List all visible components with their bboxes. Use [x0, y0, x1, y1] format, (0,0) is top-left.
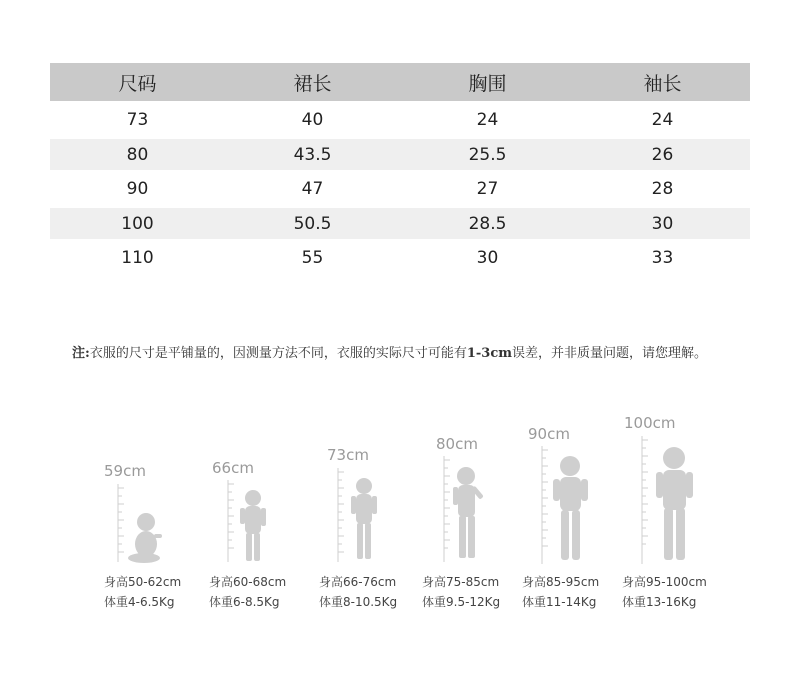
size-table [50, 63, 750, 277]
table-row [50, 101, 750, 139]
figure-height-range: 身高60-68cm [209, 575, 287, 589]
figure-height-range: 身高66-76cm [319, 575, 397, 589]
figure-weight-range: 体重9.5-12Kg [422, 595, 501, 609]
header-chest: 胸围 [468, 72, 507, 95]
table-cell: 73 [126, 110, 149, 130]
table-row [50, 208, 750, 239]
child-waving-silhouette [436, 454, 500, 564]
header-sleeve-length: 袖长 [643, 72, 682, 95]
table-cell: 80 [126, 144, 149, 165]
table-cell: 28.5 [468, 213, 507, 234]
note-prefix: 注: [72, 346, 90, 361]
table-cell: 24 [476, 110, 499, 130]
table-cell: 30 [651, 213, 674, 234]
table-cell: 100 [121, 213, 154, 234]
table-cell: 47 [301, 179, 324, 199]
table-row [50, 139, 750, 170]
child-standing-silhouette [330, 466, 390, 564]
table-cell: 27 [476, 179, 499, 199]
figure-height-range: 身高75-85cm [422, 575, 500, 589]
figure-weight-range: 体重8-10.5Kg [319, 595, 398, 609]
table-cell: 24 [651, 110, 674, 130]
child-standing-tall-silhouette [634, 434, 704, 566]
table-header-row [50, 63, 750, 101]
figure-weight-range: 体重13-16Kg [622, 595, 697, 609]
figure-weight-range: 体重4-6.5Kg [104, 595, 175, 609]
header-skirt-length: 裙长 [293, 72, 332, 95]
table-cell: 40 [301, 110, 324, 130]
figure-height-label: 100cm [624, 414, 676, 432]
table-cell: 28 [651, 179, 674, 199]
table-cell: 26 [651, 144, 674, 165]
table-cell: 30 [476, 248, 499, 268]
baby-sitting-silhouette [110, 482, 170, 564]
figure-height-label: 66cm [212, 459, 254, 477]
measurement-note [72, 342, 772, 361]
child-standing-shorts-silhouette [534, 444, 600, 566]
table-cell: 25.5 [468, 144, 507, 165]
figure-weight-range: 体重6-8.5Kg [209, 595, 280, 609]
note-text-before: 衣服的尺寸是平铺量的，因测量方法不同，衣服的实际尺寸可能有 [89, 346, 467, 361]
table-cell: 55 [301, 248, 324, 268]
note-emphasis: 1-3cm [466, 346, 512, 361]
figure-height-label: 90cm [528, 425, 570, 443]
table-cell: 43.5 [293, 144, 332, 165]
figure-weight-range: 体重11-14Kg [522, 595, 597, 609]
note-text-after: 误差，并非质量问题，请您理解。 [512, 346, 708, 361]
figure-height-label: 59cm [104, 462, 146, 480]
toddler-standing-silhouette [220, 478, 280, 564]
figure-height-label: 80cm [436, 435, 478, 453]
figure-height-label: 73cm [327, 446, 369, 464]
header-size: 尺码 [118, 72, 157, 95]
table-cell: 110 [121, 248, 154, 268]
figure-height-range: 身高50-62cm [104, 575, 182, 589]
table-cell: 90 [126, 179, 149, 199]
table-cell: 33 [651, 248, 674, 268]
figure-height-range: 身高95-100cm [622, 575, 707, 589]
figure-height-range: 身高85-95cm [522, 575, 600, 589]
table-row [50, 170, 750, 208]
table-cell: 50.5 [293, 213, 332, 234]
table-row [50, 239, 750, 277]
